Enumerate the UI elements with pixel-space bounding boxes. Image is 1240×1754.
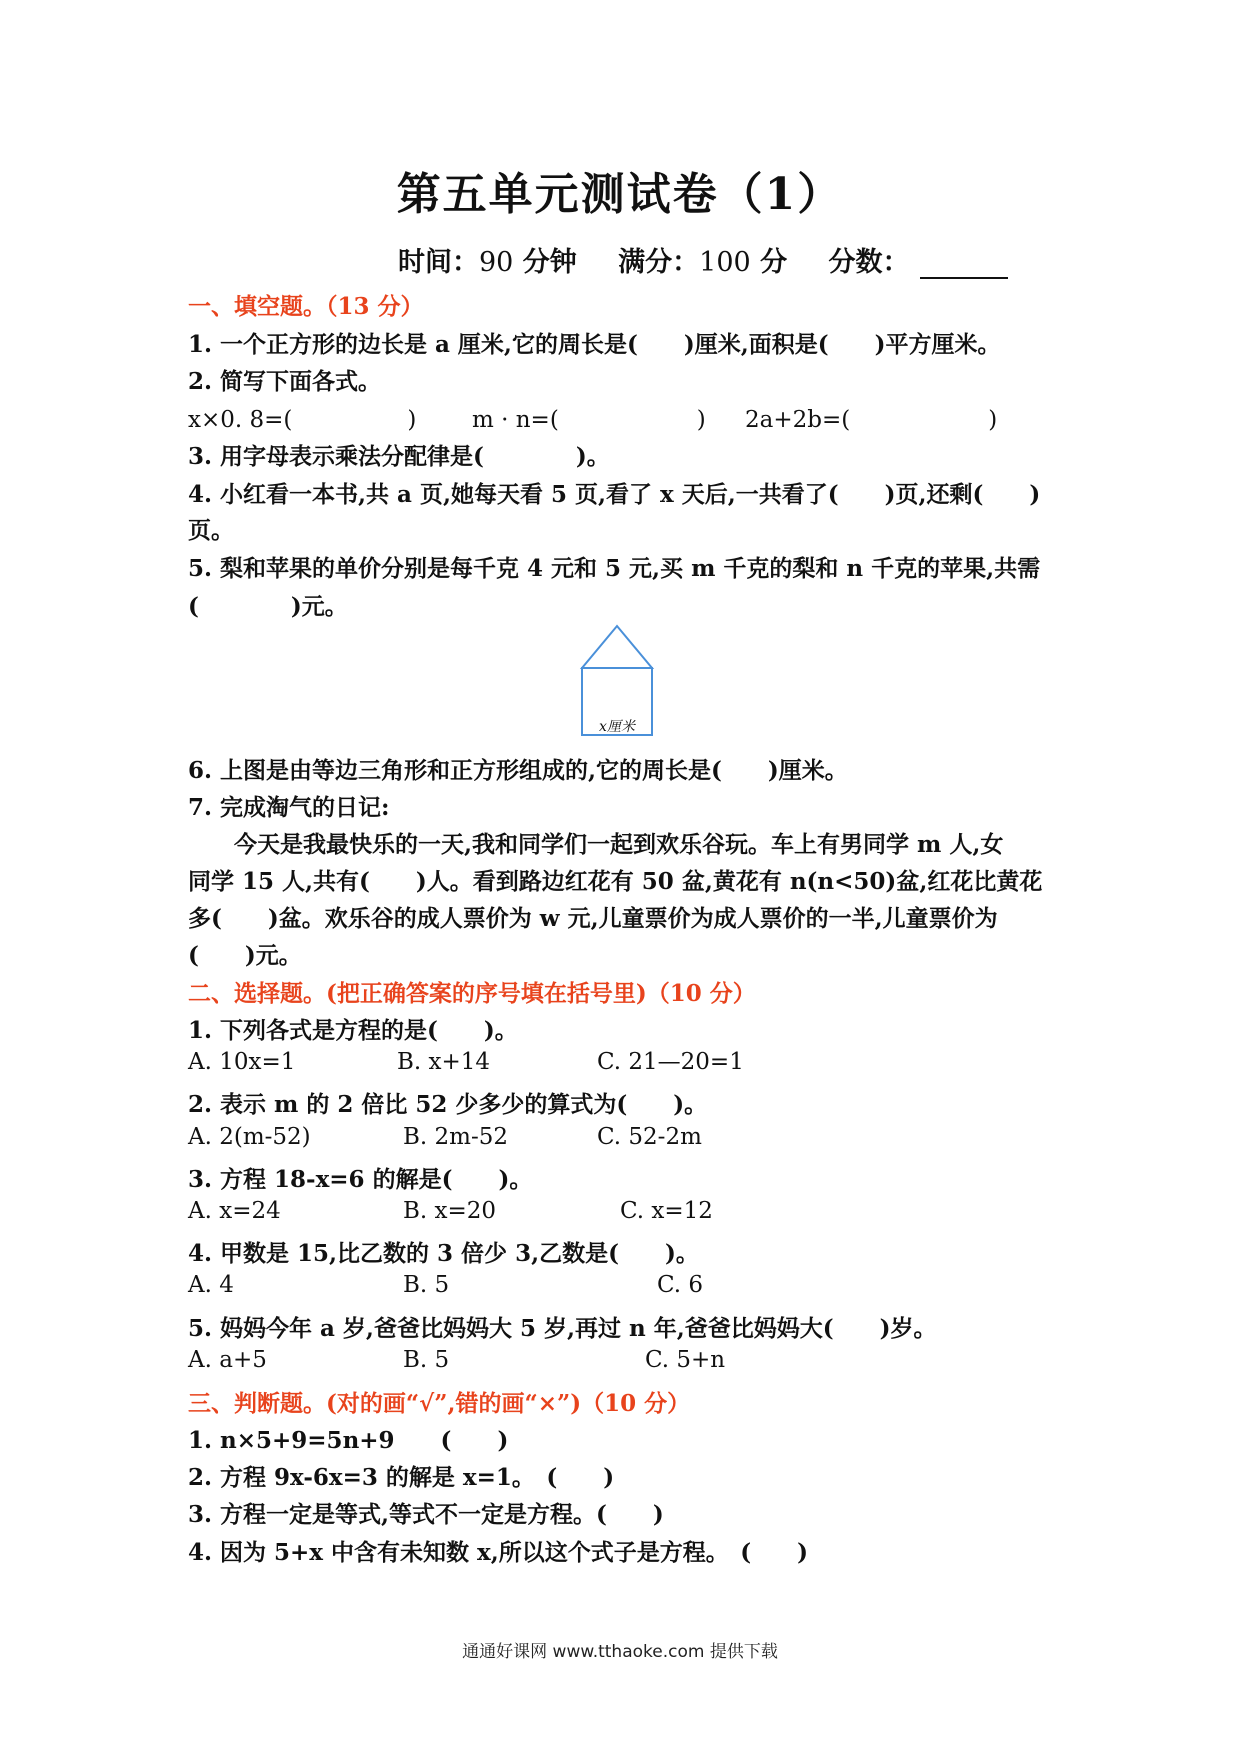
s3-question: 2. 方程 9x-6x=3 的解是 x=1。 ( ): [188, 1464, 615, 1491]
s2-option: B. 5: [403, 1272, 450, 1298]
s1-q7-line: 今天是我最快乐的一天,我和同学们一起到欢乐谷玩。车上有男同学 m 人,女: [188, 831, 1004, 858]
page-footer: 通通好课网 www.tthaoke.com 提供下载: [462, 1642, 778, 1662]
s2-option: C. 52-2m: [597, 1124, 702, 1150]
s1-q5-line2: ( )元。: [188, 593, 348, 620]
s2-option: A. 10x=1: [188, 1049, 296, 1075]
triangle-shape: [582, 626, 652, 668]
s1-q7: 7. 完成淘气的日记:: [188, 794, 390, 821]
s2-option: A. x=24: [188, 1198, 281, 1224]
s2-option: A. 4: [188, 1272, 234, 1298]
s2-question: 1. 下列各式是方程的是( )。: [188, 1017, 518, 1044]
s2-option: B. 5: [403, 1347, 450, 1373]
full-unit: 分: [760, 247, 788, 278]
s2-question: 3. 方程 18-x=6 的解是( )。: [188, 1166, 533, 1193]
s1-q4-line2: 页。: [188, 517, 234, 544]
s1-q2-item: 2a+2b=( ): [745, 407, 998, 433]
s1-q2-item: m · n=( ): [472, 407, 706, 433]
s1-q4-line1: 4. 小红看一本书,共 a 页,她每天看 5 页,看了 x 天后,一共看了( )页,还剩( ): [188, 481, 1041, 508]
s2-option: B. 2m-52: [403, 1124, 509, 1150]
s1-q7-line: 同学 15 人,共有( )人。看到路边红花有 50 盆,黄花有 n(n<50)盆,红花比黄花: [188, 868, 1043, 895]
figure-label: x厘米: [599, 719, 635, 735]
s2-question: 5. 妈妈今年 a 岁,爸爸比妈妈大 5 岁,再过 n 年,爸爸比妈妈大( )岁。: [188, 1315, 937, 1342]
exam-meta: [398, 240, 1008, 279]
s2-option: C. x=12: [620, 1198, 713, 1224]
full-value: 100: [699, 247, 751, 278]
s2-option: C. 21—20=1: [597, 1049, 744, 1075]
score-label: 分数：: [828, 247, 910, 278]
s2-question: 2. 表示 m 的 2 倍比 52 少多少的算式为( )。: [188, 1091, 708, 1118]
s1-q7-line: 多( )盆。欢乐谷的成人票价为 w 元,儿童票价为成人票价的一半,儿童票价为: [188, 905, 998, 932]
s1-q3: 3. 用字母表示乘法分配律是( )。: [188, 443, 610, 470]
s1-q2-item: x×0. 8=( ): [188, 407, 417, 433]
s2-option: A. 2(m-52): [188, 1124, 311, 1150]
section2-heading: 二、选择题。(把正确答案的序号填在括号里)（10 分）: [188, 980, 756, 1007]
s2-question: 4. 甲数是 15,比乙数的 3 倍少 3,乙数是( )。: [188, 1240, 699, 1267]
score-blank[interactable]: [920, 253, 1008, 279]
s1-q2: 2. 简写下面各式。: [188, 368, 382, 395]
section3-heading: 三、判断题。(对的画“√”,错的画“×”)（10 分）: [188, 1390, 691, 1417]
page-title: 第五单元测试卷（1）: [396, 169, 844, 220]
full-label: 满分：: [618, 247, 700, 278]
s3-question: 1. n×5+9=5n+9 ( ): [188, 1427, 509, 1454]
s2-option: B. x=20: [403, 1198, 497, 1224]
time-label: 时间：: [398, 247, 479, 278]
s1-q5-line1: 5. 梨和苹果的单价分别是每千克 4 元和 5 元,买 m 千克的梨和 n 千克的苹果,共需: [188, 555, 1041, 582]
section1-heading: 一、填空题。（13 分）: [188, 293, 424, 320]
s1-q7-line: ( )元。: [188, 942, 302, 969]
s3-question: 4. 因为 5+x 中含有未知数 x,所以这个式子是方程。 ( ): [188, 1539, 809, 1566]
s2-option: A. a+5: [188, 1347, 267, 1373]
s2-option: B. x+14: [397, 1049, 491, 1075]
s1-q1: 1. 一个正方形的边长是 a 厘米,它的周长是( )厘米,面积是( )平方厘米。: [188, 331, 1001, 358]
s3-question: 3. 方程一定是等式,等式不一定是方程。( ): [188, 1501, 664, 1528]
s2-option: C. 5+n: [645, 1347, 726, 1373]
s1-q6: 6. 上图是由等边三角形和正方形组成的,它的周长是( )厘米。: [188, 757, 848, 784]
house-figure: [570, 618, 680, 738]
s2-option: C. 6: [657, 1272, 704, 1298]
time-unit: 分钟: [522, 247, 577, 278]
time-value: 90: [479, 247, 514, 278]
